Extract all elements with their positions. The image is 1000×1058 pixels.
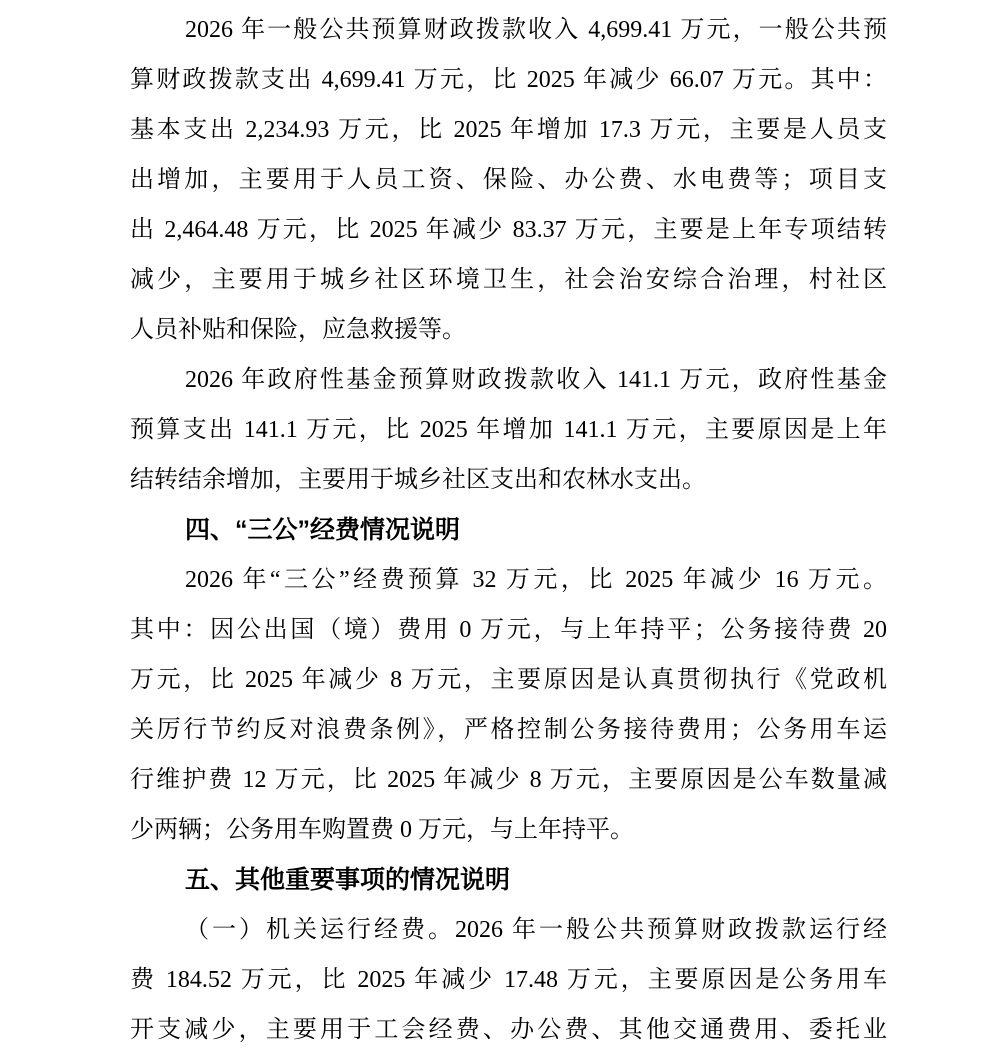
doc-line: 2026 年一般公共预算财政拨款收入 4,699.41 万元，一般公共预 — [185, 17, 887, 43]
doc-line: 出增加，主要用于人员工资、保险、办公费、水电费等；项目支 — [130, 167, 887, 193]
section-heading-other-important-items: 五、其他重要事项的情况说明 — [185, 866, 511, 894]
doc-line: （一）机关运行经费。2026 年一般公共预算财政拨款运行经 — [185, 917, 887, 943]
doc-line: 基本支出 2,234.93 万元，比 2025 年增加 17.3 万元，主要是人员支 — [130, 117, 887, 143]
doc-line: 少两辆；公务用车购置费 0 万元，与上年持平。 — [130, 817, 634, 843]
doc-line: 人员补贴和保险，应急救援等。 — [130, 317, 466, 343]
doc-line: 2026 年“三公”经费预算 32 万元，比 2025 年减少 16 万元。 — [185, 567, 887, 593]
doc-line: 关厉行节约反对浪费条例》，严格控制公务接待费用；公务用车运 — [130, 717, 887, 743]
doc-line: 预算支出 141.1 万元，比 2025 年增加 141.1 万元，主要原因是上年 — [130, 417, 887, 443]
doc-line: 出 2,464.48 万元，比 2025 年减少 83.37 万元，主要是上年专项结转 — [130, 217, 887, 243]
doc-line: 费 184.52 万元，比 2025 年减少 17.48 万元，主要原因是公务用车 — [130, 967, 887, 993]
section-heading-sangong-expenses: 四、“三公”经费情况说明 — [185, 516, 461, 544]
doc-line: 行维护费 12 万元，比 2025 年减少 8 万元，主要原因是公车数量减 — [130, 767, 887, 793]
doc-line: 减少，主要用于城乡社区环境卫生，社会治安综合治理，村社区 — [130, 267, 887, 293]
doc-line: 算财政拨款支出 4,699.41 万元，比 2025 年减少 66.07 万元。其中： — [130, 67, 887, 93]
doc-line: 万元，比 2025 年减少 8 万元，主要原因是认真贯彻执行《党政机 — [130, 667, 887, 693]
doc-line: 结转结余增加，主要用于城乡社区支出和农林水支出。 — [130, 467, 706, 493]
doc-line: 2026 年政府性基金预算财政拨款收入 141.1 万元，政府性基金 — [185, 367, 887, 393]
doc-line: 其中：因公出国（境）费用 0 万元，与上年持平；公务接待费 20 — [130, 617, 887, 643]
doc-line: 开支减少，主要用于工会经费、办公费、其他交通费用、委托业 — [130, 1017, 887, 1043]
